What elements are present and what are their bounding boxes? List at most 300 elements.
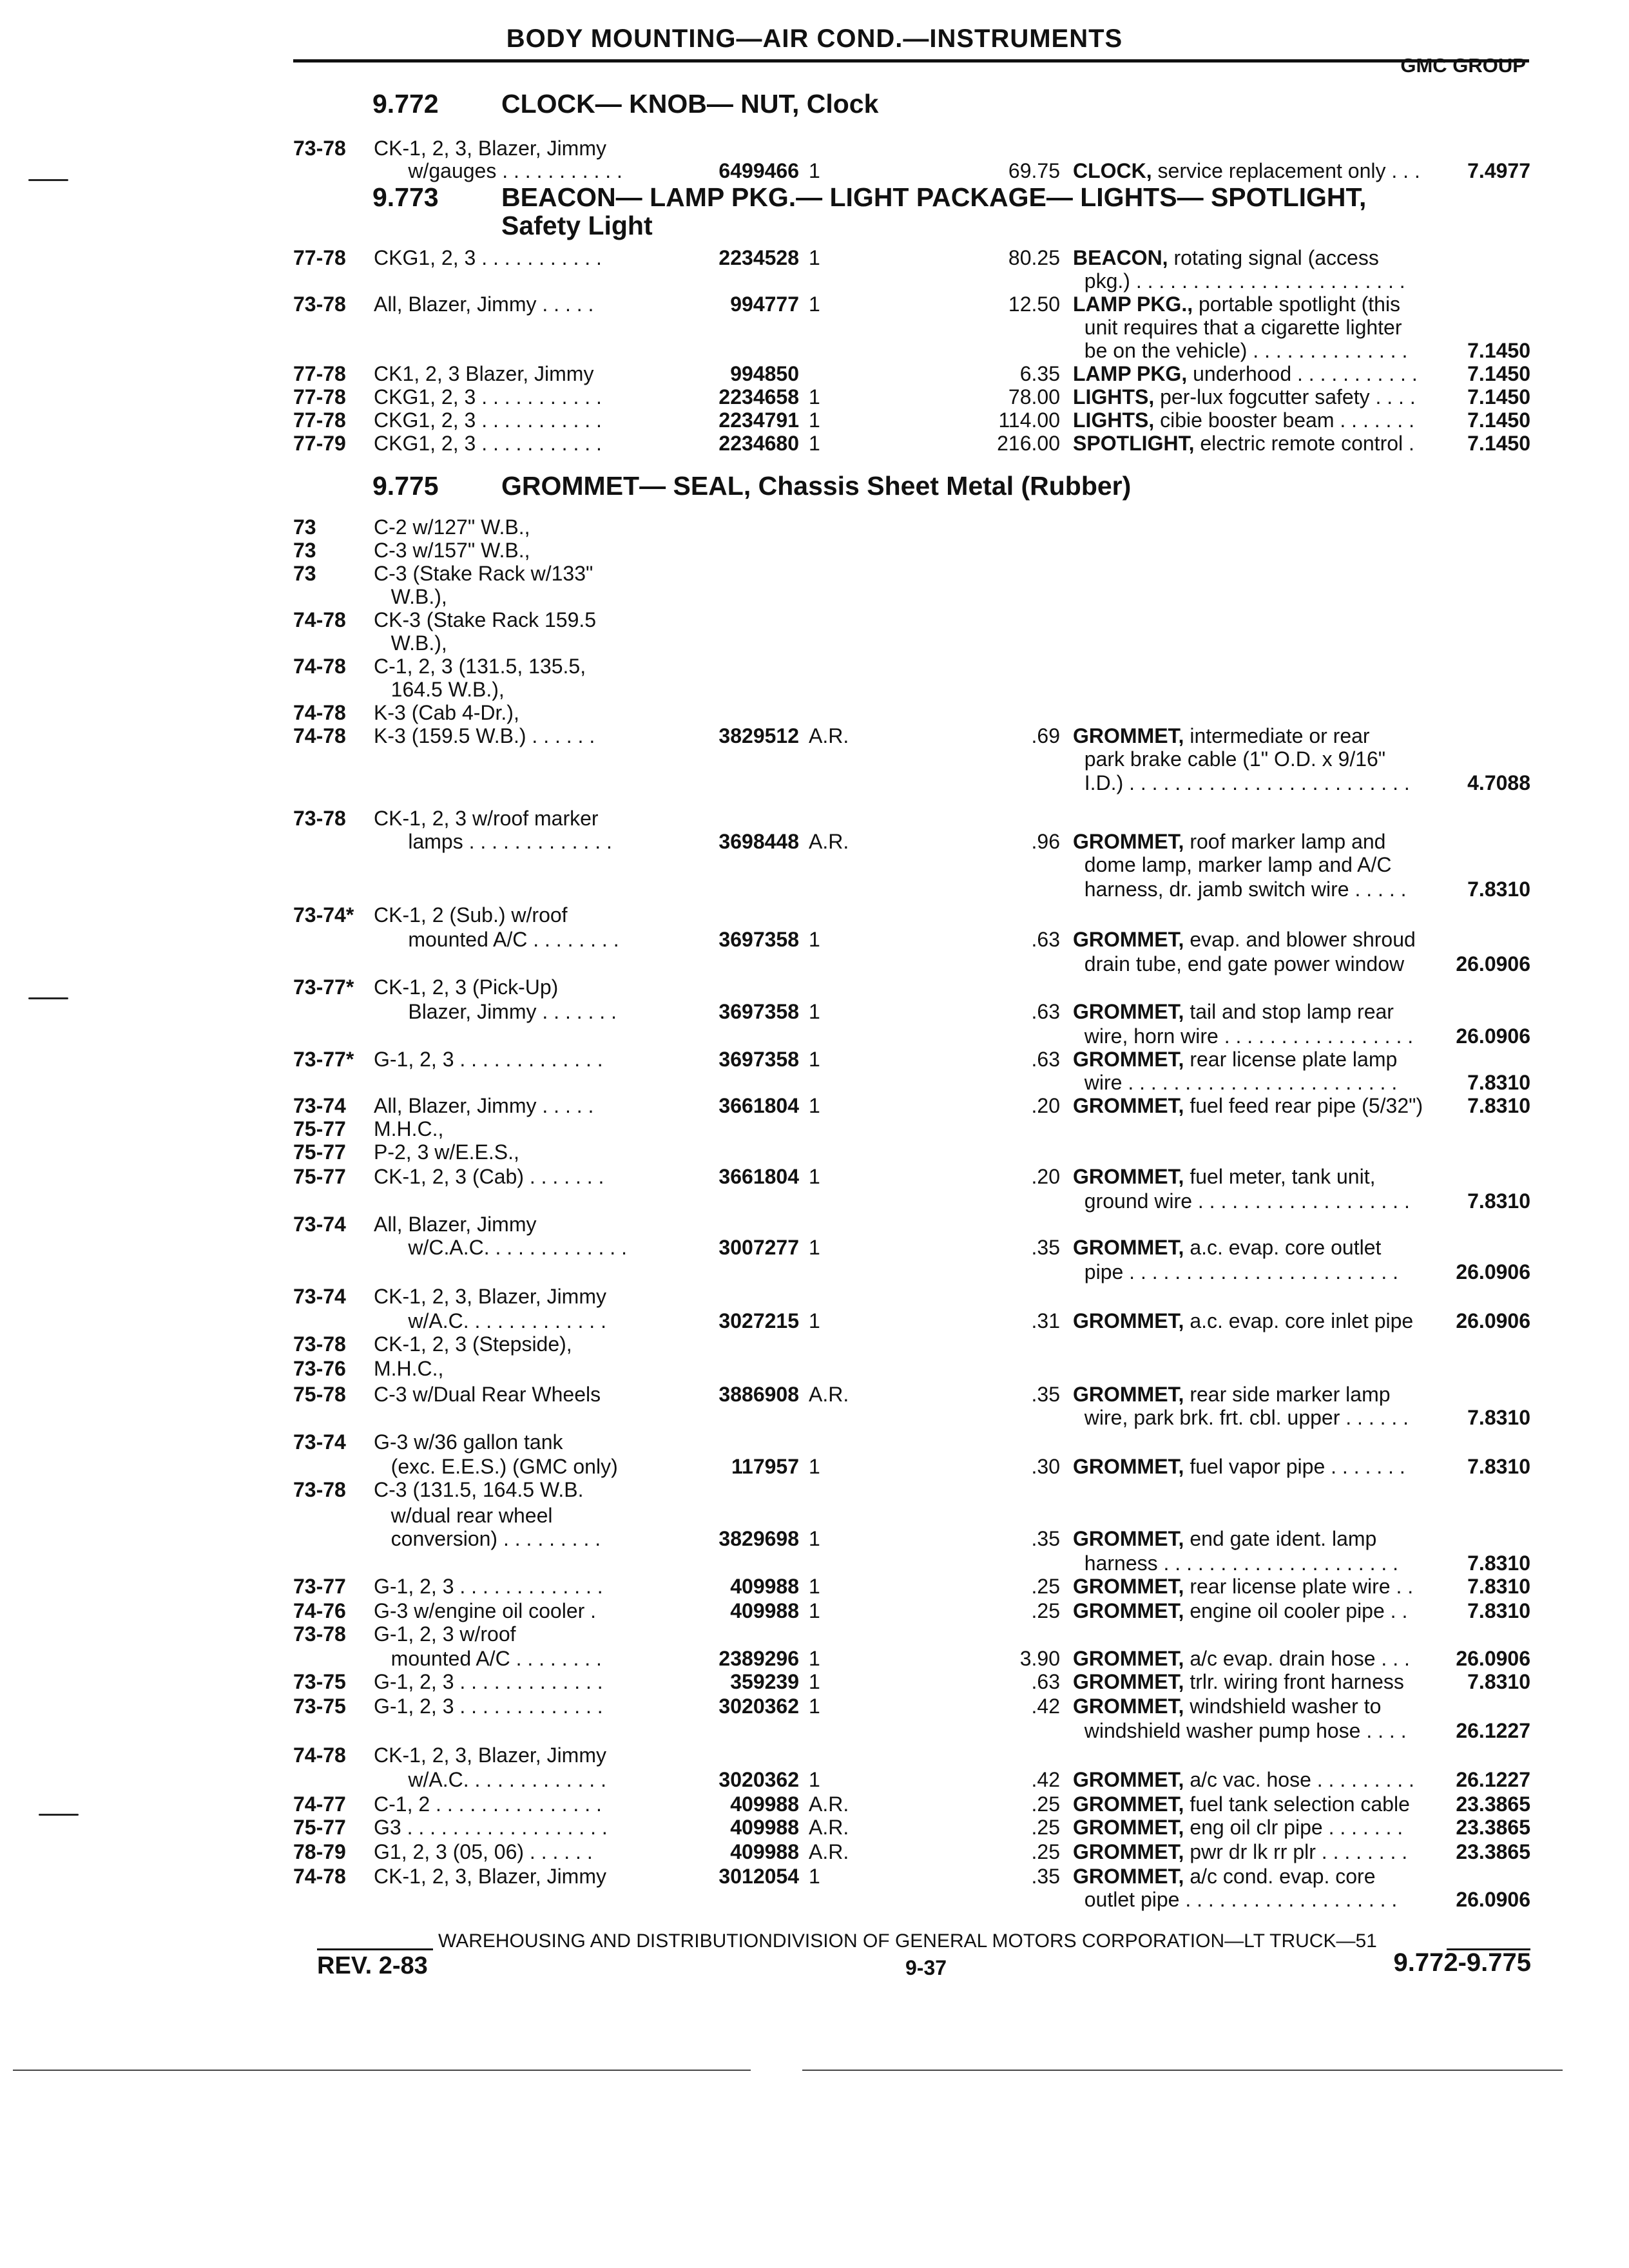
application-col: C-3 (Stake Rack w/133": [374, 562, 593, 585]
description-text: cibie booster beam . . . . . . .: [1154, 408, 1414, 432]
price: .25: [1031, 1599, 1060, 1622]
parts-row: [293, 771, 1530, 794]
year-col: 73-78: [293, 293, 346, 316]
year-col: 73-78: [293, 807, 346, 830]
description-text: ground wire . . . . . . . . . . . . . . . . . . .: [1073, 1189, 1410, 1213]
part-name: GROMMET,: [1073, 1309, 1184, 1332]
year-col: 74-78: [293, 1865, 346, 1888]
description: [1073, 159, 1420, 182]
description-text: wire, horn wire . . . . . . . . . . . . . . . . .: [1073, 1024, 1414, 1048]
description-text: trlr. wiring front harness: [1184, 1670, 1404, 1693]
quantity: 1: [809, 1865, 820, 1888]
group-number: 7.1450: [1467, 339, 1530, 362]
quantity: 1: [809, 1670, 820, 1693]
description: [1073, 432, 1414, 455]
application-col: G-1, 2, 3 . . . . . . . . . . . . .: [374, 1048, 603, 1071]
parts-row: [293, 1865, 1530, 1888]
year-col: 73-77*: [293, 1048, 354, 1071]
parts-row: [293, 1575, 1530, 1598]
description: [1073, 1165, 1375, 1188]
description: [1073, 1236, 1381, 1259]
year-col: 73-74: [293, 1285, 346, 1308]
description-text: a.c. evap. core outlet: [1184, 1236, 1382, 1259]
part-number: 2234658: [718, 385, 799, 408]
year-col: 73: [293, 515, 316, 539]
group-number: 26.0906: [1456, 1024, 1530, 1048]
description: [1073, 1024, 1413, 1048]
group-label: GMC GROUP: [1400, 54, 1526, 77]
quantity: A.R.: [809, 1383, 849, 1406]
year-col: 77-78: [293, 408, 346, 432]
parts-row: [293, 1024, 1530, 1048]
year-col: 73-74*: [293, 903, 354, 927]
part-number: 994777: [730, 293, 799, 316]
description: [1073, 1599, 1407, 1622]
parts-row: [293, 903, 1530, 927]
quantity: 1: [809, 1647, 820, 1670]
part-number: 3697358: [718, 1000, 799, 1023]
part-name: GROMMET,: [1073, 1768, 1184, 1791]
parts-row: [293, 830, 1530, 853]
parts-row: [293, 1768, 1530, 1791]
group-number: 7.8310: [1467, 1575, 1530, 1598]
parts-row: [293, 1744, 1530, 1767]
description-text: intermediate or rear: [1184, 724, 1370, 747]
price: .63: [1031, 1670, 1060, 1693]
price: 80.25: [1008, 246, 1060, 269]
group-number: 7.1450: [1467, 408, 1530, 432]
parts-row: [293, 678, 1530, 701]
part-number: 3012054: [718, 1865, 799, 1888]
price: .20: [1031, 1094, 1060, 1117]
part-number: 3829512: [718, 724, 799, 747]
parts-row: [293, 362, 1530, 385]
group-number: 26.0906: [1456, 952, 1530, 975]
scan-mark: [39, 1814, 79, 1816]
parts-row: [293, 1552, 1530, 1575]
part-number: 3007277: [718, 1236, 799, 1259]
parts-row: [293, 1816, 1530, 1839]
parts-row: [293, 1236, 1530, 1259]
description-text: a/c vac. hose . . . . . . . . .: [1184, 1768, 1414, 1791]
price: .35: [1031, 1865, 1060, 1888]
description: [1073, 1071, 1397, 1094]
description-text: windshield washer pump hose . . . .: [1073, 1719, 1407, 1742]
year-col: 73-77*: [293, 975, 354, 999]
description: [1073, 269, 1405, 293]
group-number: 7.8310: [1467, 1189, 1530, 1213]
part-name: GROMMET,: [1073, 1695, 1184, 1718]
part-name: GROMMET,: [1073, 1575, 1184, 1598]
parts-row: [293, 1840, 1530, 1863]
parts-row: [293, 585, 1530, 608]
price: 78.00: [1008, 385, 1060, 408]
parts-row: [293, 316, 1530, 339]
quantity: 1: [809, 1236, 820, 1259]
application-col: w/gauges . . . . . . . . . . .: [374, 159, 622, 182]
group-number: 23.3865: [1456, 1840, 1530, 1863]
year-col: 73-74: [293, 1094, 346, 1117]
quantity: 1: [809, 159, 820, 182]
page-title: BODY MOUNTING—AIR COND.—INSTRUMENTS: [506, 24, 1123, 53]
description: [1073, 830, 1385, 853]
description-text: rear license plate lamp: [1184, 1048, 1398, 1071]
application-col: CKG1, 2, 3 . . . . . . . . . . .: [374, 432, 602, 455]
application-col: CK-1, 2, 3 (Cab) . . . . . . .: [374, 1165, 604, 1188]
part-name: GROMMET,: [1073, 1865, 1184, 1888]
parts-row: [293, 1000, 1530, 1023]
application-col: M.H.C.,: [374, 1357, 444, 1380]
year-col: 75-77: [293, 1140, 346, 1164]
parts-row: [293, 159, 1530, 182]
quantity: 1: [809, 1768, 820, 1791]
application-col: CKG1, 2, 3 . . . . . . . . . . .: [374, 385, 602, 408]
application-col: All, Blazer, Jimmy . . . . .: [374, 293, 594, 316]
part-number: 3661804: [718, 1094, 799, 1117]
application-col: CK-1, 2, 3, Blazer, Jimmy: [374, 137, 606, 160]
description: [1073, 408, 1414, 432]
section-range: 9.772-9.775: [1393, 1948, 1531, 1977]
application-col: CKG1, 2, 3 . . . . . . . . . . .: [374, 408, 602, 432]
quantity: 1: [809, 1455, 820, 1478]
group-number: 26.0906: [1456, 1309, 1530, 1332]
footer-rule-left: [317, 1948, 433, 1950]
price: .35: [1031, 1236, 1060, 1259]
description-text: electric remote control .: [1194, 432, 1414, 455]
description: [1073, 1048, 1397, 1071]
description: [1073, 1792, 1410, 1816]
description-text: a/c cond. evap. core: [1184, 1865, 1376, 1888]
parts-row: [293, 1478, 1530, 1501]
part-number: 117957: [731, 1455, 799, 1478]
year-col: 73-78: [293, 1622, 346, 1646]
parts-row: [293, 724, 1530, 747]
description-text: underhood . . . . . . . . . . .: [1187, 362, 1418, 385]
parts-row: [293, 515, 1530, 539]
part-name: GROMMET,: [1073, 830, 1184, 853]
description-text: engine oil cooler pipe . .: [1184, 1599, 1408, 1622]
quantity: 1: [809, 1527, 820, 1550]
description-text: pwr dr lk rr plr . . . . . . . .: [1184, 1840, 1408, 1863]
price: .35: [1031, 1383, 1060, 1406]
part-number: 409988: [730, 1816, 799, 1839]
group-number: 26.1227: [1456, 1768, 1530, 1791]
application-col: C-3 w/157" W.B.,: [374, 539, 530, 562]
description: [1073, 316, 1402, 339]
application-col: C-1, 2 . . . . . . . . . . . . . . .: [374, 1792, 602, 1816]
application-col: CK-1, 2, 3 (Stepside),: [374, 1332, 572, 1356]
part-name: LAMP PKG,: [1073, 362, 1188, 385]
description: [1073, 385, 1416, 408]
year-col: 77-79: [293, 432, 346, 455]
application-col: CK1, 2, 3 Blazer, Jimmy: [374, 362, 594, 385]
quantity: 1: [809, 1094, 820, 1117]
year-col: 74-76: [293, 1599, 346, 1622]
year-col: 74-78: [293, 608, 346, 631]
application-col: All, Blazer, Jimmy: [374, 1213, 537, 1236]
group-number: 23.3865: [1456, 1792, 1530, 1816]
year-col: 75-77: [293, 1165, 346, 1188]
description: [1073, 1768, 1414, 1791]
parts-row: [293, 539, 1530, 562]
quantity: 1: [809, 246, 820, 269]
description: [1073, 853, 1391, 876]
application-col: lamps . . . . . . . . . . . . .: [374, 830, 612, 853]
parts-row: [293, 246, 1530, 269]
part-number: 2234680: [718, 432, 799, 455]
application-col: G-1, 2, 3 . . . . . . . . . . . . .: [374, 1575, 603, 1598]
part-name: GROMMET,: [1073, 1165, 1184, 1188]
application-col: CK-1, 2 (Sub.) w/roof: [374, 903, 568, 927]
parts-row: [293, 952, 1530, 975]
application-col: 164.5 W.B.),: [374, 678, 505, 701]
year-col: 73-75: [293, 1695, 346, 1718]
part-number: 3661804: [718, 1165, 799, 1188]
group-number: 26.0906: [1456, 1647, 1530, 1670]
description-text: a/c evap. drain hose . . .: [1184, 1647, 1410, 1670]
application-col: w/A.C. . . . . . . . . . . . .: [374, 1309, 606, 1332]
application-col: CK-1, 2, 3, Blazer, Jimmy: [374, 1285, 606, 1308]
price: .63: [1031, 1000, 1060, 1023]
group-number: 7.8310: [1467, 1094, 1530, 1117]
part-name: GROMMET,: [1073, 1840, 1184, 1863]
parts-row: [293, 1309, 1530, 1332]
description-text: rear license plate wire . .: [1184, 1575, 1414, 1598]
description: [1073, 1527, 1376, 1550]
application-col: G-3 w/engine oil cooler .: [374, 1599, 597, 1622]
section-9-775: [372, 471, 1131, 501]
application-col: G-3 w/36 gallon tank: [374, 1430, 563, 1454]
price: .30: [1031, 1455, 1060, 1478]
scan-mark: [28, 997, 68, 999]
year-col: 74-78: [293, 724, 346, 747]
year-col: 73-77: [293, 1575, 346, 1598]
description: [1073, 1816, 1403, 1839]
part-number: 409988: [730, 1792, 799, 1816]
application-col: G3 . . . . . . . . . . . . . . . . . .: [374, 1816, 608, 1839]
description-text: fuel vapor pipe . . . . . . .: [1184, 1455, 1405, 1478]
application-col: w/C.A.C. . . . . . . . . . . . .: [374, 1236, 627, 1259]
application-col: W.B.),: [374, 631, 447, 655]
part-number: 409988: [730, 1575, 799, 1598]
year-col: 73: [293, 539, 316, 562]
quantity: 1: [809, 1048, 820, 1071]
parts-row: [293, 1527, 1530, 1550]
parts-row: [293, 1048, 1530, 1071]
price: .25: [1031, 1792, 1060, 1816]
description-text: I.D.) . . . . . . . . . . . . . . . . . . . . . . . . .: [1073, 771, 1410, 794]
application-col: conversion) . . . . . . . . .: [374, 1527, 601, 1550]
description: [1073, 339, 1407, 362]
group-number: 26.0906: [1456, 1260, 1530, 1283]
quantity: 1: [809, 1165, 820, 1188]
parts-row: [293, 608, 1530, 631]
price: .63: [1031, 928, 1060, 951]
parts-row: [293, 878, 1530, 901]
part-number: 2234791: [718, 408, 799, 432]
description-text: park brake cable (1" O.D. x 9/16": [1073, 747, 1386, 771]
part-name: LIGHTS,: [1073, 385, 1155, 408]
parts-row: [293, 269, 1530, 293]
year-col: 74-78: [293, 655, 346, 678]
parts-row: [293, 1071, 1530, 1094]
part-name: GROMMET,: [1073, 1816, 1184, 1839]
year-col: 75-77: [293, 1816, 346, 1839]
application-col: G-1, 2, 3 w/roof: [374, 1622, 516, 1646]
parts-row: [293, 1504, 1530, 1527]
description: [1073, 1719, 1407, 1742]
part-name: CLOCK,: [1073, 159, 1152, 182]
part-name: GROMMET,: [1073, 724, 1184, 747]
application-col: All, Blazer, Jimmy . . . . .: [374, 1094, 594, 1117]
description-text: per-lux fogcutter safety . . . .: [1154, 385, 1416, 408]
parts-row: [293, 1332, 1530, 1356]
parts-row: [293, 385, 1530, 408]
parts-row: [293, 432, 1530, 455]
description-text: evap. and blower shroud: [1184, 928, 1416, 951]
group-number: 7.8310: [1467, 1670, 1530, 1693]
quantity: 1: [809, 1695, 820, 1718]
part-number: 2389296: [718, 1647, 799, 1670]
parts-row: [293, 1260, 1530, 1283]
description-text: windshield washer to: [1184, 1695, 1382, 1718]
parts-row: [293, 1430, 1530, 1454]
parts-row: [293, 1406, 1530, 1429]
price: .25: [1031, 1575, 1060, 1598]
part-name: BEACON,: [1073, 246, 1168, 269]
group-number: 4.7088: [1467, 771, 1530, 794]
application-col: Blazer, Jimmy . . . . . . .: [374, 1000, 617, 1023]
quantity: A.R.: [809, 830, 849, 853]
parts-row: [293, 807, 1530, 830]
description-text: harness . . . . . . . . . . . . . . . . . . . . .: [1073, 1552, 1399, 1575]
price: .25: [1031, 1840, 1060, 1863]
parts-row: [293, 1189, 1530, 1213]
parts-row: [293, 1792, 1530, 1816]
year-col: 73-76: [293, 1357, 346, 1380]
description-text: service replacement only . . .: [1152, 159, 1420, 182]
year-col: 73-78: [293, 1478, 346, 1501]
parts-row: [293, 631, 1530, 655]
parts-row: [293, 1695, 1530, 1718]
group-number: 7.1450: [1467, 362, 1530, 385]
price: 216.00: [997, 432, 1060, 455]
part-name: GROMMET,: [1073, 1792, 1184, 1816]
description: [1073, 724, 1370, 747]
description-text: rotating signal (access: [1168, 246, 1379, 269]
description-text: fuel feed rear pipe (5/32"): [1184, 1094, 1423, 1117]
scan-edge-line: [802, 2070, 1563, 2071]
year-col: 73-74: [293, 1213, 346, 1236]
description-text: end gate ident. lamp: [1184, 1527, 1377, 1550]
parts-row: [293, 1719, 1530, 1742]
quantity: 1: [809, 385, 820, 408]
description-text: wire, park brk. frt. cbl. upper . . . . . .: [1073, 1406, 1409, 1429]
application-col: P-2, 3 w/E.E.S.,: [374, 1140, 519, 1164]
parts-row: [293, 1094, 1530, 1117]
part-number: 3020362: [718, 1695, 799, 1718]
year-col: 74-78: [293, 1744, 346, 1767]
application-col: K-3 (159.5 W.B.) . . . . . .: [374, 724, 595, 747]
quantity: 1: [809, 1599, 820, 1622]
parts-row: [293, 1117, 1530, 1140]
quantity: 1: [809, 928, 820, 951]
application-col: mounted A/C . . . . . . . .: [374, 928, 619, 951]
group-number: 7.4977: [1467, 159, 1530, 182]
description: [1073, 1406, 1409, 1429]
description-text: outlet pipe . . . . . . . . . . . . . . . . . . .: [1073, 1888, 1398, 1911]
quantity: A.R.: [809, 724, 849, 747]
part-number: 3027215: [718, 1309, 799, 1332]
application-col: CK-1, 2, 3 (Pick-Up): [374, 975, 559, 999]
price: 6.35: [1019, 362, 1060, 385]
quantity: 1: [809, 432, 820, 455]
description-text: portable spotlight (this: [1193, 293, 1401, 316]
section-9-773-title-cont: Safety Light: [501, 211, 653, 240]
price: 12.50: [1008, 293, 1060, 316]
parts-row: [293, 1213, 1530, 1236]
application-col: C-3 w/Dual Rear Wheels: [374, 1383, 601, 1406]
part-number: 3698448: [718, 830, 799, 853]
application-col: w/A.C. . . . . . . . . . . . .: [374, 1768, 606, 1791]
part-number: 3886908: [718, 1383, 799, 1406]
quantity: A.R.: [809, 1840, 849, 1863]
description-text: fuel tank selection cable: [1184, 1792, 1410, 1816]
application-col: K-3 (Cab 4-Dr.),: [374, 701, 519, 724]
part-number: 409988: [730, 1599, 799, 1622]
year-col: 73: [293, 562, 316, 585]
description-text: be on the vehicle) . . . . . . . . . . . . . .: [1073, 339, 1408, 362]
parts-row: [293, 928, 1530, 951]
description: [1073, 1260, 1398, 1283]
description-text: eng oil clr pipe . . . . . . .: [1184, 1816, 1403, 1839]
section-9-772: [372, 89, 878, 119]
application-col: (exc. E.E.S.) (GMC only): [374, 1455, 618, 1478]
description-text: unit requires that a cigarette lighter: [1073, 316, 1402, 339]
year-col: 75-77: [293, 1117, 346, 1140]
part-number: 3829698: [718, 1527, 799, 1550]
parts-row: [293, 1383, 1530, 1406]
part-name: GROMMET,: [1073, 1670, 1184, 1693]
description: [1073, 293, 1400, 316]
price: .69: [1031, 724, 1060, 747]
group-number: 7.8310: [1467, 1455, 1530, 1478]
application-col: G-1, 2, 3 . . . . . . . . . . . . .: [374, 1695, 603, 1718]
description: [1073, 1383, 1391, 1406]
application-col: W.B.),: [374, 585, 447, 608]
description-text: fuel meter, tank unit,: [1184, 1165, 1376, 1188]
description: [1073, 362, 1418, 385]
price: 69.75: [1008, 159, 1060, 182]
scan-mark: [28, 179, 68, 181]
description: [1073, 1455, 1405, 1478]
parts-row: [293, 562, 1530, 585]
part-number: 409988: [730, 1840, 799, 1863]
year-col: 74-78: [293, 701, 346, 724]
year-col: 78-79: [293, 1840, 346, 1863]
description: [1073, 771, 1410, 794]
parts-row: [293, 655, 1530, 678]
application-col: mounted A/C . . . . . . . .: [374, 1647, 602, 1670]
group-number: 7.1450: [1467, 385, 1530, 408]
parts-row: [293, 1888, 1530, 1911]
section-title: BEACON— LAMP PKG.— LIGHT PACKAGE— LIGHTS— SPOTLIGHT,: [501, 182, 1367, 212]
price: .96: [1031, 830, 1060, 853]
parts-row: [293, 1165, 1530, 1188]
description: [1073, 1670, 1404, 1693]
part-name: GROMMET,: [1073, 1000, 1184, 1023]
part-number: 994850: [730, 362, 799, 385]
